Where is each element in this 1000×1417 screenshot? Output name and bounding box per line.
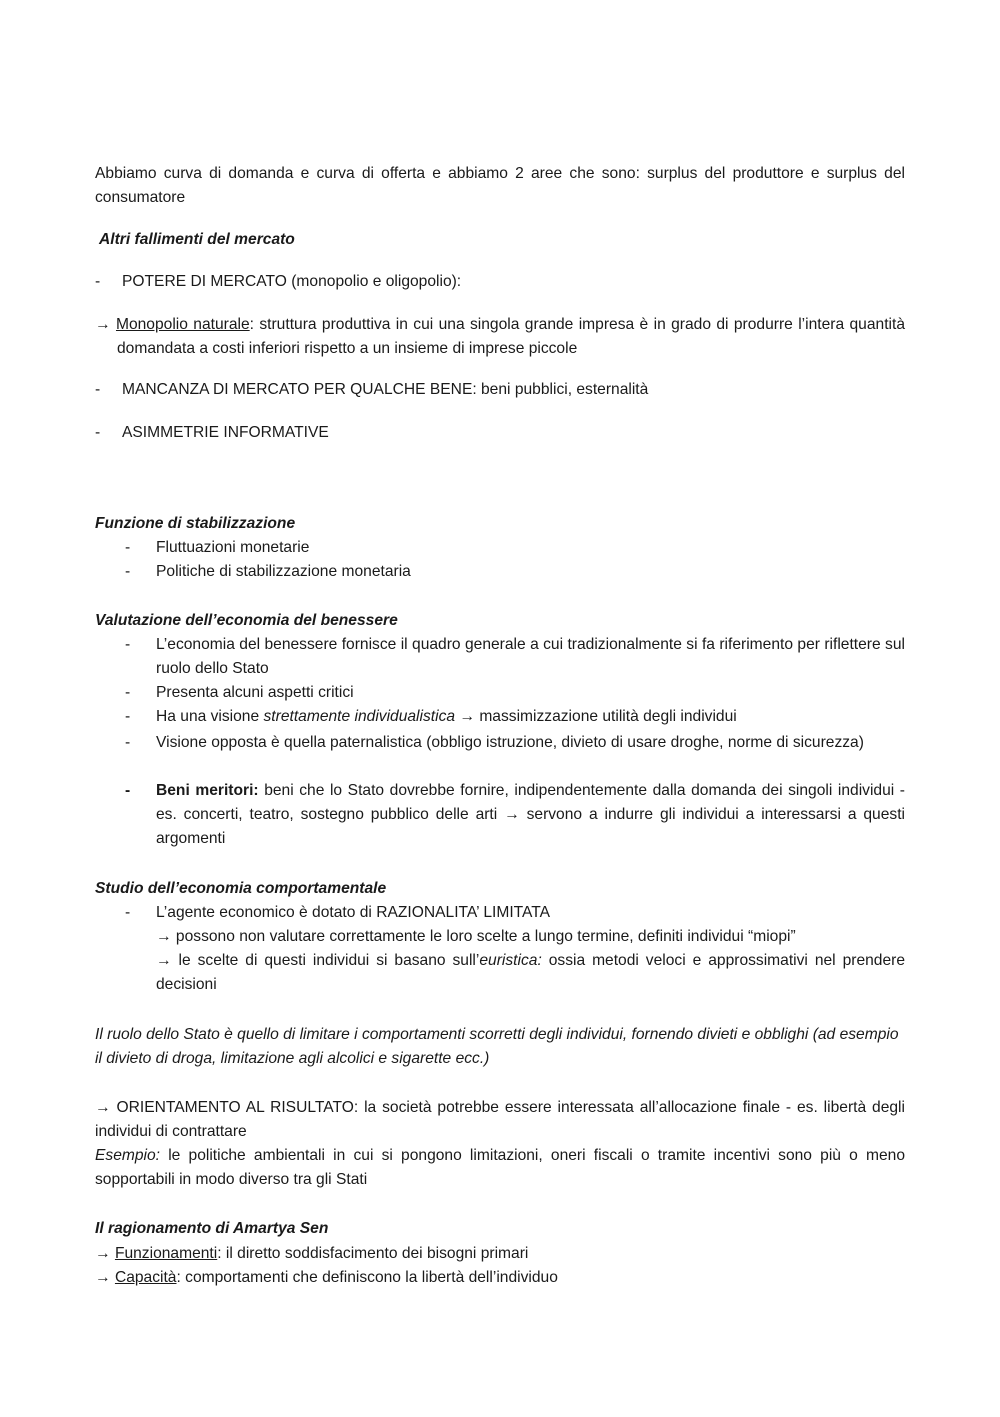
sen-item-capacita [95, 1266, 905, 1290]
dash-bullet: - [125, 539, 131, 556]
arrow-icon: → [95, 316, 111, 333]
heading-altri-fallimenti: Altri fallimenti del mercato [99, 231, 295, 248]
dash-bullet: - [125, 563, 131, 580]
funzionamenti-term: Funzionamenti [114, 1245, 218, 1262]
heading-comportamentale: Studio dell’economia comportamentale [95, 880, 387, 897]
monopolio-naturale-paragraph [95, 313, 905, 361]
list-item-text: L’agente economico è dotato di RAZIONALITA’ LIMITATA [156, 904, 551, 921]
item-text-prefix: Ha una visione [156, 708, 264, 725]
sub-item-miopi: → possono non valutare correttamente le loro scelte a lungo termine, definiti individui “miopi” [156, 928, 796, 945]
monopolio-definition: : struttura produttiva in cui una singola grande impresa è in grado di produrre l’intera quantità domandata a costi inferiori rispetto a un insieme di imprese piccole [117, 316, 905, 357]
list-item-stabilizzazione-1 [125, 536, 905, 560]
list-item-text: Presenta alcuni aspetti critici [156, 684, 354, 701]
list-item-text: L’economia del benessere fornisce il quadro generale a cui tradizionalmente si fa riferimento per riflettere sul ruolo dello Stato [156, 636, 905, 677]
list-item-mancanza-mercato [95, 378, 905, 402]
list-item-asimmetrie [95, 421, 905, 445]
dash-bullet: - [125, 782, 131, 799]
dash-bullet: - [125, 734, 131, 751]
heading-stabilizzazione: Funzione di stabilizzazione [95, 515, 296, 532]
list-item-benessere-4 [125, 731, 905, 755]
orientamento-paragraph [95, 1096, 905, 1192]
arrow-icon: → [95, 1245, 111, 1262]
heading-amartya-sen: Il ragionamento di Amartya Sen [95, 1220, 329, 1237]
heading-benessere: Valutazione dell’economia del benessere [95, 612, 398, 629]
list-item-benessere-2 [125, 681, 905, 705]
list-item-text: ASIMMETRIE INFORMATIVE [122, 424, 329, 441]
monopolio-term: Monopolio naturale [115, 316, 250, 333]
list-item-stabilizzazione-2 [125, 560, 905, 584]
ruolo-stato-paragraph: Il ruolo dello Stato è quello di limitare i comportamenti scorretti degli individui, fornendo divieti e obblighi (ad esempio il divieto di droga, limitazione agli alcolici e sigarette ecc.) [95, 1026, 899, 1067]
list-item-text [156, 705, 905, 729]
dash-bullet: - [125, 904, 131, 921]
dash-bullet: - [125, 684, 131, 701]
dash-bullet: - [125, 708, 131, 725]
dash-bullet: - [95, 381, 101, 398]
intro-text: Abbiamo curva di domanda e curva di offerta e abbiamo 2 aree che sono: surplus del produttore e surplus del consumatore [95, 165, 905, 206]
beni-meritori-text: beni che lo Stato dovrebbe fornire, indipendentemente dalla domanda dei singoli individui - es. concerti, teatro, sostegno pubblico delle arti → servono a indurre gli individui a interessarsi a questi argomenti [156, 782, 906, 847]
sen-item-funzionamenti [95, 1242, 905, 1266]
list-item-comportamentale [125, 901, 905, 997]
arrow-icon: → [95, 1269, 111, 1286]
list-item-text: Fluttuazioni monetarie [156, 539, 310, 556]
capacita-term: Capacità [114, 1269, 177, 1286]
capacita-text: : comportamenti che definiscono la libertà dell’individuo [176, 1269, 558, 1286]
list-item-potere-mercato [95, 270, 905, 294]
euristica-prefix: → le scelte di questi individui si basano sull’ [156, 952, 480, 969]
list-item-text: Visione opposta è quella paternalistica (obbligo istruzione, divieto di usare droghe, norme di sicurezza) [156, 734, 864, 751]
list-item-text: POTERE DI MERCATO (monopolio e oligopolio): [122, 273, 462, 290]
list-item-text: Politiche di stabilizzazione monetaria [156, 563, 411, 580]
list-item-benessere-3 [125, 705, 905, 729]
euristica-term: euristica: [479, 952, 542, 969]
esempio-label: Esempio: [95, 1147, 161, 1164]
item-text-suffix: → massimizzazione utilità degli individui [455, 708, 737, 725]
dash-bullet: - [125, 636, 131, 653]
esempio-text: le politiche ambientali in cui si pongono limitazioni, oneri fiscali o tramite incentivi sono più o meno sopportabili in modo diverso tra gli Stati [95, 1147, 905, 1188]
euristica-suffix: ossia metodi veloci e approssimativi nel prendere decisioni [156, 952, 905, 993]
list-item-text [156, 779, 905, 851]
list-item-beni-meritori [125, 779, 905, 851]
dash-bullet: - [95, 273, 101, 290]
list-item-benessere-1 [125, 633, 905, 681]
list-item-text: MANCANZA DI MERCATO PER QUALCHE BENE: beni pubblici, esternalità [122, 381, 649, 398]
orientamento-text: → ORIENTAMENTO AL RISULTATO: la società potrebbe essere interessata all’allocazione finale - es. libertà degli individui di contrattare [95, 1099, 905, 1140]
sub-item-euristica [156, 949, 905, 997]
item-text-emphasis: strettamente individualistica [263, 708, 456, 725]
dash-bullet: - [95, 424, 101, 441]
document-page [95, 0, 905, 1417]
beni-meritori-term: Beni meritori: [156, 782, 259, 799]
intro-paragraph [95, 162, 905, 210]
funzionamenti-text: : il diretto soddisfacimento dei bisogni primari [217, 1245, 529, 1262]
